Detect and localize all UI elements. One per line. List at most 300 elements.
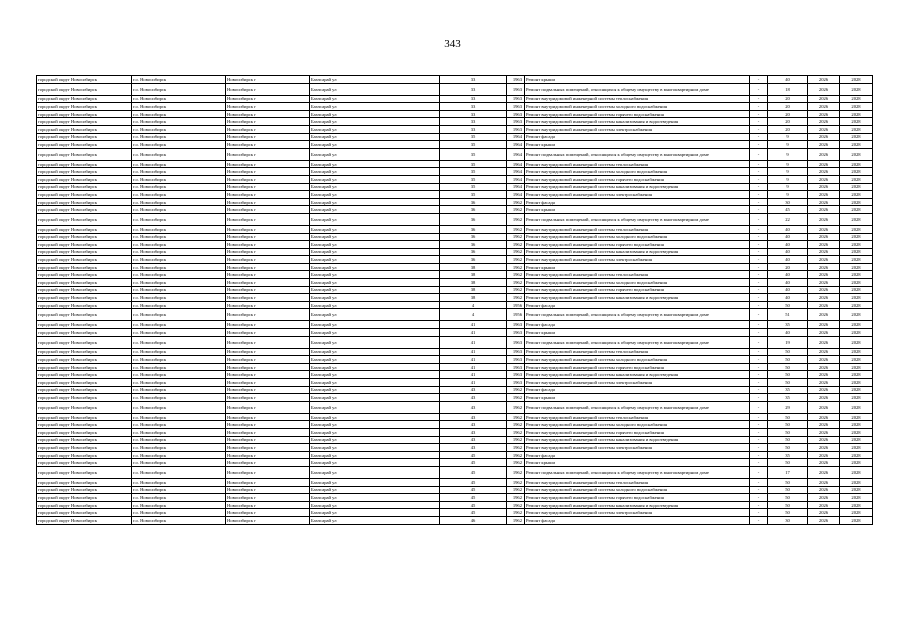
cell-city: Новосибирск г [226, 271, 310, 279]
table-row [37, 371, 873, 379]
cell-year-to: 2028 [840, 494, 873, 502]
cell-municipality: городской округ Новосибирск [37, 394, 132, 402]
cell-street: Бахчсарай ул [310, 191, 440, 199]
cell-settlement: г.о. Новосибирск [132, 141, 226, 149]
cell-year-to: 2028 [840, 95, 873, 103]
cell-amount: 50 [768, 421, 808, 429]
cell-city: Новосибирск г [226, 76, 310, 84]
cell-settlement: г.о. Новосибирск [132, 509, 226, 517]
cell-year-to: 2028 [840, 141, 873, 149]
cell-work-type: Ремонт фасада [525, 321, 750, 329]
cell-settlement: г.о. Новосибирск [132, 233, 226, 241]
cell-city: Новосибирск г [226, 348, 310, 356]
cell-amount: 20 [768, 110, 808, 118]
cell-build-year: 1963 [507, 118, 525, 126]
cell-amount: 9 [768, 168, 808, 176]
cell-build-year: 1962 [507, 386, 525, 394]
cell-house-number: 45 [440, 494, 507, 502]
cell-build-year: 1962 [507, 478, 525, 486]
table-row [37, 459, 873, 467]
cell-municipality: городской округ Новосибирск [37, 133, 132, 141]
cell-year-to: 2028 [840, 225, 873, 233]
cell-dash: - [750, 329, 768, 337]
cell-street: Бахчсарай ул [310, 279, 440, 287]
cell-work-type: Ремонт крыши [525, 141, 750, 149]
cell-city: Новосибирск г [226, 336, 310, 348]
cell-year-to: 2028 [840, 348, 873, 356]
cell-street: Бахчсарай ул [310, 213, 440, 225]
cell-street: Бахчсарай ул [310, 148, 440, 160]
table-row [37, 394, 873, 402]
cell-city: Новосибирск г [226, 141, 310, 149]
cell-amount: 30 [768, 516, 808, 524]
cell-year-from: 2026 [808, 401, 840, 413]
cell-street: Бахчсарай ул [310, 141, 440, 149]
cell-year-to: 2028 [840, 286, 873, 294]
cell-street: Бахчсарай ул [310, 501, 440, 509]
cell-house-number: 41 [440, 379, 507, 387]
cell-city: Новосибирск г [226, 451, 310, 459]
cell-city: Новосибирск г [226, 83, 310, 95]
cell-house-number: 43 [440, 436, 507, 444]
cell-city: Новосибирск г [226, 225, 310, 233]
cell-amount: 22 [768, 213, 808, 225]
table-row [37, 225, 873, 233]
cell-municipality: городской округ Новосибирск [37, 241, 132, 249]
cell-work-type: Ремонт фасада [525, 133, 750, 141]
cell-street: Бахчсарай ул [310, 286, 440, 294]
cell-street: Бахчсарай ул [310, 321, 440, 329]
cell-year-to: 2028 [840, 301, 873, 309]
cell-settlement: г.о. Новосибирск [132, 478, 226, 486]
cell-settlement: г.о. Новосибирск [132, 451, 226, 459]
cell-dash: - [750, 279, 768, 287]
cell-city: Новосибирск г [226, 436, 310, 444]
cell-year-from: 2026 [808, 363, 840, 371]
table-row [37, 478, 873, 486]
cell-year-to: 2028 [840, 241, 873, 249]
cell-municipality: городской округ Новосибирск [37, 233, 132, 241]
cell-city: Новосибирск г [226, 110, 310, 118]
cell-city: Новосибирск г [226, 486, 310, 494]
cell-street: Бахчсарай ул [310, 168, 440, 176]
cell-amount: 50 [768, 356, 808, 364]
cell-year-to: 2028 [840, 83, 873, 95]
cell-year-to: 2028 [840, 233, 873, 241]
cell-amount: 18 [768, 83, 808, 95]
cell-dash: - [750, 271, 768, 279]
cell-house-number: 45 [440, 459, 507, 467]
cell-municipality: городской округ Новосибирск [37, 183, 132, 191]
cell-house-number: 41 [440, 329, 507, 337]
cell-dash: - [750, 336, 768, 348]
cell-dash: - [750, 141, 768, 149]
cell-city: Новосибирск г [226, 175, 310, 183]
cell-build-year: 1963 [507, 76, 525, 84]
cell-dash: - [750, 501, 768, 509]
table-row [37, 110, 873, 118]
cell-municipality: городской округ Новосибирск [37, 301, 132, 309]
cell-settlement: г.о. Новосибирск [132, 133, 226, 141]
table-row [37, 301, 873, 309]
cell-year-to: 2028 [840, 309, 873, 321]
cell-build-year: 1963 [507, 329, 525, 337]
cell-municipality: городской округ Новосибирск [37, 118, 132, 126]
cell-amount: 40 [768, 286, 808, 294]
cell-dash: - [750, 363, 768, 371]
cell-amount: 20 [768, 263, 808, 271]
cell-year-from: 2026 [808, 213, 840, 225]
cell-settlement: г.о. Новосибирск [132, 110, 226, 118]
cell-year-to: 2028 [840, 486, 873, 494]
cell-street: Бахчсарай ул [310, 466, 440, 478]
cell-year-to: 2028 [840, 168, 873, 176]
cell-municipality: городской округ Новосибирск [37, 95, 132, 103]
cell-dash: - [750, 233, 768, 241]
cell-work-type: Ремонт крыши [525, 206, 750, 214]
cell-city: Новосибирск г [226, 198, 310, 206]
cell-year-from: 2026 [808, 233, 840, 241]
cell-build-year: 1962 [507, 286, 525, 294]
cell-amount: 20 [768, 95, 808, 103]
cell-year-to: 2028 [840, 248, 873, 256]
page-number: 343 [444, 38, 461, 50]
cell-city: Новосибирск г [226, 363, 310, 371]
cell-build-year: 1963 [507, 110, 525, 118]
cell-street: Бахчсарай ул [310, 478, 440, 486]
table-row [37, 198, 873, 206]
cell-year-from: 2026 [808, 248, 840, 256]
cell-work-type: Ремонт внутридомовой инженерной системы холодного водоснабжения [525, 279, 750, 287]
cell-build-year: 1962 [507, 501, 525, 509]
table-row [37, 175, 873, 183]
cell-year-from: 2026 [808, 103, 840, 111]
cell-house-number: 41 [440, 336, 507, 348]
cell-amount: 35 [768, 321, 808, 329]
table-row [37, 356, 873, 364]
table-row [37, 263, 873, 271]
cell-municipality: городской округ Новосибирск [37, 371, 132, 379]
cell-municipality: городской округ Новосибирск [37, 428, 132, 436]
cell-dash: - [750, 371, 768, 379]
cell-municipality: городской округ Новосибирск [37, 248, 132, 256]
cell-city: Новосибирск г [226, 371, 310, 379]
cell-street: Бахчсарай ул [310, 329, 440, 337]
cell-work-type: Ремонт фасада [525, 516, 750, 524]
cell-year-to: 2028 [840, 428, 873, 436]
cell-work-type: Ремонт внутридомовой инженерной системы холодного водоснабжения [525, 233, 750, 241]
cell-year-from: 2026 [808, 241, 840, 249]
cell-year-from: 2026 [808, 175, 840, 183]
cell-work-type: Ремонт внутридомовой инженерной системы холодного водоснабжения [525, 103, 750, 111]
cell-house-number: 33 [440, 110, 507, 118]
cell-amount: 35 [768, 451, 808, 459]
cell-year-from: 2026 [808, 459, 840, 467]
cell-year-to: 2028 [840, 103, 873, 111]
cell-municipality: городской округ Новосибирск [37, 213, 132, 225]
cell-municipality: городской округ Новосибирск [37, 160, 132, 168]
cell-build-year: 1962 [507, 436, 525, 444]
cell-city: Новосибирск г [226, 213, 310, 225]
cell-street: Бахчсарай ул [310, 459, 440, 467]
cell-dash: - [750, 191, 768, 199]
cell-dash: - [750, 241, 768, 249]
cell-work-type: Ремонт крыши [525, 76, 750, 84]
cell-amount: 20 [768, 103, 808, 111]
cell-work-type: Ремонт внутридомовой инженерной системы канализования и водоотведения [525, 248, 750, 256]
cell-year-from: 2026 [808, 160, 840, 168]
table-row [37, 336, 873, 348]
cell-work-type: Ремонт подвальных помещений, относящихся к общему имуществу в многоквартирном доме [525, 213, 750, 225]
cell-work-type: Ремонт внутридомовой инженерной системы холодного водоснабжения [525, 168, 750, 176]
cell-house-number: 36 [440, 198, 507, 206]
cell-work-type: Ремонт внутридомовой инженерной системы теплоснабжения [525, 95, 750, 103]
cell-street: Бахчсарай ул [310, 444, 440, 452]
table-row [37, 436, 873, 444]
cell-build-year: 1963 [507, 371, 525, 379]
cell-house-number: 35 [440, 168, 507, 176]
cell-build-year: 1956 [507, 301, 525, 309]
cell-municipality: городской округ Новосибирск [37, 294, 132, 302]
cell-house-number: 41 [440, 356, 507, 364]
cell-year-from: 2026 [808, 168, 840, 176]
cell-build-year: 1962 [507, 225, 525, 233]
cell-year-from: 2026 [808, 444, 840, 452]
cell-street: Бахчсарай ул [310, 183, 440, 191]
cell-settlement: г.о. Новосибирск [132, 125, 226, 133]
cell-house-number: 45 [440, 478, 507, 486]
cell-street: Бахчсарай ул [310, 486, 440, 494]
cell-year-to: 2028 [840, 371, 873, 379]
cell-municipality: городской округ Новосибирск [37, 486, 132, 494]
cell-amount: 9 [768, 141, 808, 149]
cell-municipality: городской округ Новосибирск [37, 356, 132, 364]
cell-dash: - [750, 486, 768, 494]
cell-municipality: городской округ Новосибирск [37, 76, 132, 84]
cell-year-from: 2026 [808, 198, 840, 206]
cell-build-year: 1962 [507, 459, 525, 467]
cell-amount: 50 [768, 501, 808, 509]
table-row [37, 160, 873, 168]
cell-build-year: 1964 [507, 148, 525, 160]
cell-settlement: г.о. Новосибирск [132, 213, 226, 225]
cell-year-from: 2026 [808, 394, 840, 402]
table-row [37, 428, 873, 436]
cell-street: Бахчсарай ул [310, 263, 440, 271]
cell-house-number: 4 [440, 309, 507, 321]
cell-house-number: 35 [440, 160, 507, 168]
cell-settlement: г.о. Новосибирск [132, 256, 226, 264]
cell-amount: 50 [768, 494, 808, 502]
cell-work-type: Ремонт фасада [525, 198, 750, 206]
cell-city: Новосибирск г [226, 466, 310, 478]
cell-dash: - [750, 168, 768, 176]
cell-municipality: городской округ Новосибирск [37, 198, 132, 206]
cell-build-year: 1963 [507, 95, 525, 103]
cell-build-year: 1963 [507, 379, 525, 387]
cell-amount: 50 [768, 478, 808, 486]
cell-year-to: 2028 [840, 478, 873, 486]
cell-year-from: 2026 [808, 83, 840, 95]
cell-settlement: г.о. Новосибирск [132, 371, 226, 379]
cell-year-from: 2026 [808, 516, 840, 524]
cell-year-to: 2028 [840, 451, 873, 459]
cell-city: Новосибирск г [226, 206, 310, 214]
cell-amount: 30 [768, 198, 808, 206]
cell-year-from: 2026 [808, 133, 840, 141]
cell-street: Бахчсарай ул [310, 125, 440, 133]
cell-house-number: 38 [440, 271, 507, 279]
cell-work-type: Ремонт внутридомовой инженерной системы горячего водоснабжения [525, 428, 750, 436]
cell-build-year: 1964 [507, 168, 525, 176]
cell-work-type: Ремонт крыши [525, 394, 750, 402]
cell-city: Новосибирск г [226, 103, 310, 111]
cell-municipality: городской округ Новосибирск [37, 256, 132, 264]
cell-settlement: г.о. Новосибирск [132, 321, 226, 329]
cell-settlement: г.о. Новосибирск [132, 76, 226, 84]
table-body [37, 76, 873, 525]
cell-year-to: 2028 [840, 421, 873, 429]
cell-house-number: 33 [440, 103, 507, 111]
cell-house-number: 38 [440, 279, 507, 287]
cell-build-year: 1962 [507, 451, 525, 459]
cell-amount: 20 [768, 118, 808, 126]
cell-year-from: 2026 [808, 286, 840, 294]
table-row [37, 233, 873, 241]
table-row [37, 348, 873, 356]
cell-year-to: 2028 [840, 191, 873, 199]
cell-city: Новосибирск г [226, 183, 310, 191]
cell-year-from: 2026 [808, 95, 840, 103]
table-row [37, 501, 873, 509]
cell-settlement: г.о. Новосибирск [132, 160, 226, 168]
cell-city: Новосибирск г [226, 133, 310, 141]
cell-amount: 40 [768, 241, 808, 249]
cell-year-to: 2028 [840, 294, 873, 302]
table-row [37, 379, 873, 387]
cell-municipality: городской округ Новосибирск [37, 459, 132, 467]
cell-work-type: Ремонт внутридомовой инженерной системы горячего водоснабжения [525, 241, 750, 249]
cell-municipality: городской округ Новосибирск [37, 336, 132, 348]
cell-house-number: 33 [440, 95, 507, 103]
cell-amount: 40 [768, 233, 808, 241]
table-row [37, 329, 873, 337]
cell-street: Бахчсарай ул [310, 371, 440, 379]
table-row [37, 494, 873, 502]
cell-year-to: 2028 [840, 198, 873, 206]
cell-dash: - [750, 321, 768, 329]
cell-year-to: 2028 [840, 76, 873, 84]
cell-dash: - [750, 248, 768, 256]
cell-dash: - [750, 118, 768, 126]
cell-year-from: 2026 [808, 379, 840, 387]
cell-year-from: 2026 [808, 356, 840, 364]
cell-year-from: 2026 [808, 110, 840, 118]
cell-dash: - [750, 183, 768, 191]
cell-amount: 35 [768, 394, 808, 402]
cell-settlement: г.о. Новосибирск [132, 168, 226, 176]
cell-settlement: г.о. Новосибирск [132, 175, 226, 183]
cell-dash: - [750, 76, 768, 84]
table-row [37, 83, 873, 95]
table-row [37, 509, 873, 517]
cell-amount: 50 [768, 363, 808, 371]
cell-year-from: 2026 [808, 263, 840, 271]
cell-dash: - [750, 444, 768, 452]
cell-house-number: 43 [440, 444, 507, 452]
table-row [37, 103, 873, 111]
cell-municipality: городской округ Новосибирск [37, 271, 132, 279]
cell-city: Новосибирск г [226, 118, 310, 126]
cell-street: Бахчсарай ул [310, 206, 440, 214]
cell-municipality: городской округ Новосибирск [37, 451, 132, 459]
cell-build-year: 1962 [507, 248, 525, 256]
cell-dash: - [750, 413, 768, 421]
cell-dash: - [750, 386, 768, 394]
table-row [37, 321, 873, 329]
cell-year-from: 2026 [808, 118, 840, 126]
cell-city: Новосибирск г [226, 125, 310, 133]
cell-settlement: г.о. Новосибирск [132, 516, 226, 524]
cell-year-from: 2026 [808, 428, 840, 436]
cell-year-from: 2026 [808, 501, 840, 509]
cell-year-to: 2028 [840, 363, 873, 371]
cell-dash: - [750, 459, 768, 467]
cell-city: Новосибирск г [226, 494, 310, 502]
cell-city: Новосибирск г [226, 413, 310, 421]
cell-work-type: Ремонт внутридомовой инженерной системы электроснабжения [525, 379, 750, 387]
cell-settlement: г.о. Новосибирск [132, 356, 226, 364]
cell-house-number: 35 [440, 183, 507, 191]
cell-city: Новосибирск г [226, 386, 310, 394]
cell-settlement: г.о. Новосибирск [132, 466, 226, 478]
cell-settlement: г.о. Новосибирск [132, 486, 226, 494]
cell-settlement: г.о. Новосибирск [132, 271, 226, 279]
cell-amount: 9 [768, 160, 808, 168]
cell-work-type: Ремонт внутридомовой инженерной системы теплоснабжения [525, 225, 750, 233]
cell-municipality: городской округ Новосибирск [37, 444, 132, 452]
cell-city: Новосибирск г [226, 321, 310, 329]
cell-work-type: Ремонт крыши [525, 329, 750, 337]
cell-municipality: городской округ Новосибирск [37, 379, 132, 387]
cell-work-type: Ремонт крыши [525, 459, 750, 467]
cell-dash: - [750, 133, 768, 141]
cell-dash: - [750, 401, 768, 413]
cell-amount: 50 [768, 509, 808, 517]
cell-settlement: г.о. Новосибирск [132, 494, 226, 502]
cell-year-from: 2026 [808, 371, 840, 379]
cell-year-from: 2026 [808, 279, 840, 287]
cell-build-year: 1956 [507, 309, 525, 321]
cell-settlement: г.о. Новосибирск [132, 336, 226, 348]
cell-street: Бахчсарай ул [310, 175, 440, 183]
cell-build-year: 1962 [507, 294, 525, 302]
cell-municipality: городской округ Новосибирск [37, 386, 132, 394]
cell-settlement: г.о. Новосибирск [132, 501, 226, 509]
cell-amount: 40 [768, 329, 808, 337]
cell-city: Новосибирск г [226, 516, 310, 524]
cell-settlement: г.о. Новосибирск [132, 118, 226, 126]
cell-street: Бахчсарай ул [310, 233, 440, 241]
cell-house-number: 43 [440, 421, 507, 429]
cell-street: Бахчсарай ул [310, 451, 440, 459]
register-table-wrapper [36, 75, 873, 525]
cell-work-type: Ремонт крыши [525, 263, 750, 271]
cell-settlement: г.о. Новосибирск [132, 263, 226, 271]
cell-municipality: городской округ Новосибирск [37, 175, 132, 183]
cell-municipality: городской округ Новосибирск [37, 309, 132, 321]
cell-municipality: городской округ Новосибирск [37, 516, 132, 524]
